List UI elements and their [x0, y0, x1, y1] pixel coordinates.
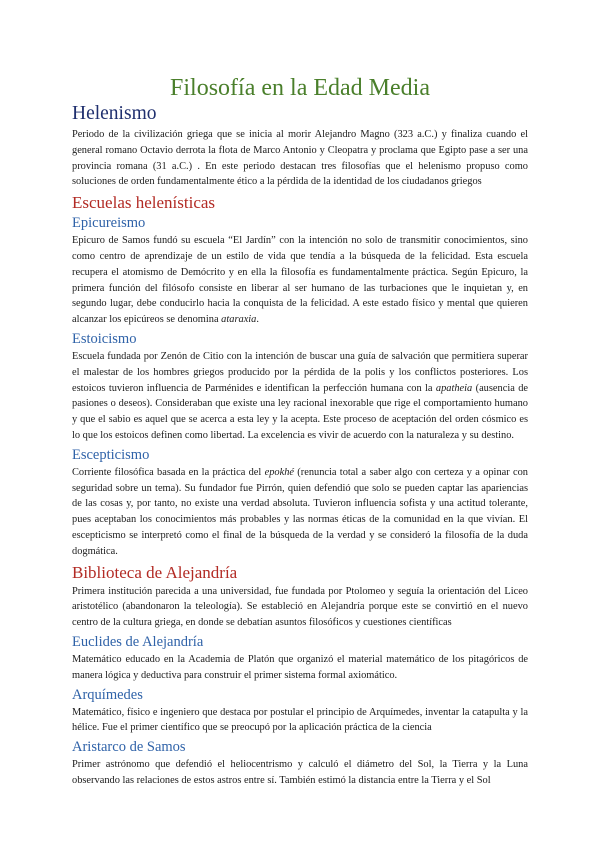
paragraph-escepticismo-rest: (renuncia total a saber algo con certeza y a opinar con seguridad sobre un tema). Su fundador fue Pirrón, quien defendió que solo se pueden captar las apariencias de las cosas y, por tanto, no existe una verdad absoluta. Tuvieron influencia sofista y una actitud tolerante, pues aceptaban los conocimientos más probables y las normas éticas de la comunidad en la que vivían. El escepticismo se interpretó como el final de la búsqueda de la verdad y se consideró la filosofía de la duda dogmática. — [72, 466, 528, 557]
heading-helenismo: Helenismo — [72, 103, 157, 124]
paragraph-epicureismo-end: . — [256, 314, 259, 326]
heading-aristarco: Aristarco de Samos — [72, 739, 186, 756]
paragraph-arquimedes: Matemático, físico e ingeniero que destaca por postular el principio de Arquímedes, inventar la catapulta y la hélice. Fue el primer científico que se preocupó por la aplicación práctica de la ciencia — [72, 706, 528, 734]
heading-escuelas-helenisticas: Escuelas helenísticas — [72, 193, 216, 213]
paragraph-estoicismo-rest: (ausencia de pasiones o deseos). Consideraban que existe una ley racional inexorable que rige el comportamiento humano y que el sabio es aquel que se acerca a esta ley y la acepta. Este proceso de aceptación del orden cósmico es lo que los estoicos definen como libertad. La excelencia es vivir de acuerdo con la naturaleza y su destino. — [72, 382, 528, 441]
heading-biblioteca-alejandria: Biblioteca de Alejandría — [72, 562, 238, 582]
paragraph-euclides: Matemático educado en la Academia de Platón que organizó el material matemático de los pitagóricos de manera lógica y deductiva para construir el primer sistema formal axiomático. — [72, 653, 528, 681]
term-ataraxia: ataraxia — [221, 314, 257, 326]
heading-euclides: Euclides de Alejandría — [72, 633, 204, 650]
heading-estoicismo: Estoicismo — [72, 330, 137, 347]
term-apatheia: apatheia — [435, 382, 473, 394]
paragraph-estoicismo — [72, 349, 528, 444]
paragraph-escepticismo — [72, 465, 528, 560]
paragraph-epicureismo-text: Epicuro de Samos fundó su escuela “El Jardín” con la intención no solo de transmitir conocimientos, sino como centro de aprendizaje de un estilo de vida que tendía a la búsqueda de la felicidad. Esta escuela recupera el atomismo de Demócrito y en ella la filosofía es fundamentalmente práctica. Según Epicuro, la primera función del filósofo consiste en liberar al ser humano de las turbaciones que le inquietan y, en segundo lugar, debe conducirlo hacia la conquista de la felicidad. A este estado físico y mental que quieren alcanzar los epicúreos se denomina — [72, 235, 528, 326]
paragraph-helenismo: Periodo de la civilización griega que se inicia al morir Alejandro Magno (323 a.C.) y finaliza cuando el general romano Octavio derrota la flota de Marco Antonio y Cleopatra y proclama que Egipto pase a ser una provincia romana (31 a.C.) . En este periodo destacan tres filosofías que el helenismo propuso como soluciones de orden fundamentalmente ético a la pérdida de la identidad de los ciudadanos griegos — [72, 129, 528, 188]
page-title: Filosofía en la Edad Media — [170, 75, 430, 101]
paragraph-biblioteca: Primera institución parecida a una universidad, fue fundada por Ptolomeo y seguía la orientación del Liceo aristotélico (abandonaron la teleología). Se estableció en Alejandría porque este se convirtió en el nuevo centro de la cultura griega, en donde se debatían asuntos filosóficos y cuestiones científicas — [72, 585, 528, 629]
term-epokhe: epokhé — [264, 466, 295, 478]
heading-epicureismo: Epicureismo — [72, 215, 146, 232]
heading-arquimedes: Arquímedes — [72, 686, 143, 703]
paragraph-estoicismo-text: Escuela fundada por Zenón de Citio con la intención de buscar una guía de salvación que permitiera superar el malestar de los hombres griegos producido por la pérdida de la polis y los conflictos posteriores. Los estoicos tuvieron influencia de Parménides e identifican la perfección humana con la — [72, 350, 528, 394]
paragraph-aristarco: Primer astrónomo que defendió el heliocentrismo y calculó el diámetro del Sol, la Tierra y la Luna observando las relaciones de estos astros entre sí. También estimó la distancia entre la Tierra y el Sol — [72, 759, 528, 786]
paragraph-escepticismo-text: Corriente filosófica basada en la práctica del — [72, 466, 265, 478]
heading-escepticismo: Escepticismo — [72, 446, 150, 463]
paragraph-epicureismo — [72, 233, 528, 328]
